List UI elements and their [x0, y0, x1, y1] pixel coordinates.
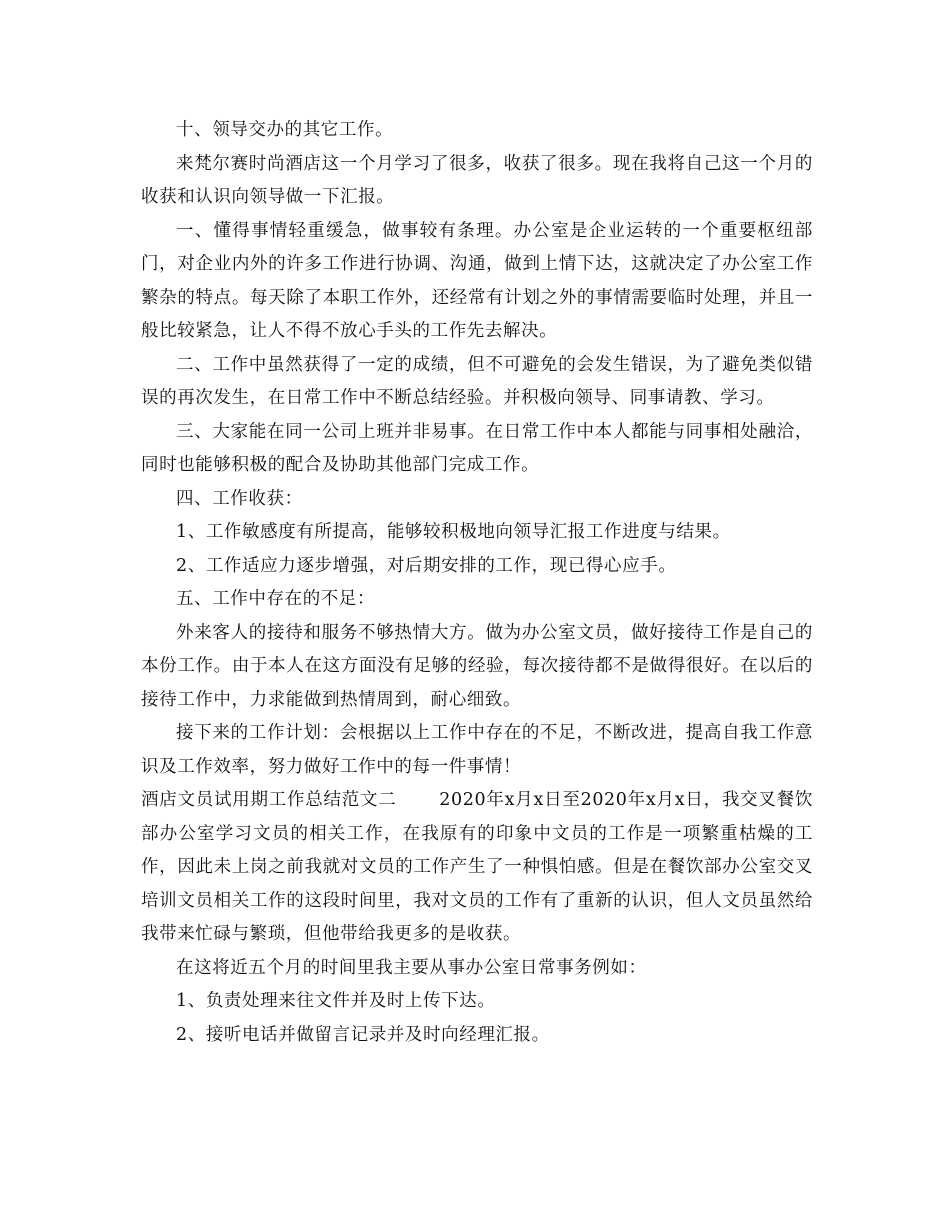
paragraph: 十、领导交办的其它工作。 — [176, 120, 394, 140]
paragraph: 三、大家能在同一公司上班并非易事。在日常工作中本人都能与同事相处融洽，同时也能够积极的配合及协助其他部门完成工作。 — [141, 421, 813, 475]
paragraph: 二、工作中虽然获得了一定的成绩，但不可避免的会发生错误，为了避免类似错误的再次发生，在日常工作中不断总结经验。并积极向领导、同事请教、学习。 — [141, 354, 813, 408]
paragraph: 酒店文员试用期工作总结范文二 2020年x月x日至2020年x月x日，我交叉餐饮部办公室学习文员的相关工作，在我原有的印象中文员的工作是一项繁重枯燥的工作，因此未上岗之前我就对文员的工作产生了一种惧怕感。但是在餐饮部办公室交叉培训文员相关工作的这段时间里，我对文员的工作有了重新的认识，但人文员虽然给我带来忙碌与繁琐，但他带给我更多的是收获。 — [141, 790, 813, 944]
paragraph: 1、负责处理来往文件并及时上传下达。 — [176, 991, 496, 1011]
paragraph: 来梵尔赛时尚酒店这一个月学习了很多，收获了很多。现在我将自己这一个月的收获和认识向领导做一下汇报。 — [141, 153, 813, 207]
paragraph: 接下来的工作计划：会根据以上工作中存在的不足，不断改进，提高自我工作意识及工作效率，努力做好工作中的每一件事情！ — [141, 723, 813, 777]
paragraph: 2、接听电话并做留言记录并及时向经理汇报。 — [176, 1024, 550, 1045]
paragraph: 2、工作适应力逐步增强，对后期安排的工作，现已得心应手。 — [176, 555, 677, 576]
paragraph: 五、工作中存在的不足： — [176, 589, 376, 609]
paragraph: 1、工作敏感度有所提高，能够较积极地向领导汇报工作进度与结果。 — [176, 522, 731, 542]
paragraph: 在这将近五个月的时间里我主要从事办公室日常事务例如： — [176, 957, 647, 978]
paragraph: 四、工作收获： — [176, 488, 303, 509]
document-body — [141, 114, 813, 1052]
paragraph: 外来客人的接待和服务不够热情大方。做为办公室文员，做好接待工作是自己的本份工作。由于本人在这方面没有足够的经验，每次接待都不是做得很好。在以后的接待工作中，力求能做到热情周到，耐心细致。 — [141, 622, 813, 710]
paragraph: 一、懂得事情轻重缓急，做事较有条理。办公室是企业运转的一个重要枢纽部门，对企业内外的许多工作进行协调、沟通，做到上情下达，这就决定了办公室工作繁杂的特点。每天除了本职工作外，还经常有计划之外的事情需要临时处理，并且一般比较紧急，让人不得不放心手头的工作先去解决。 — [141, 220, 813, 341]
